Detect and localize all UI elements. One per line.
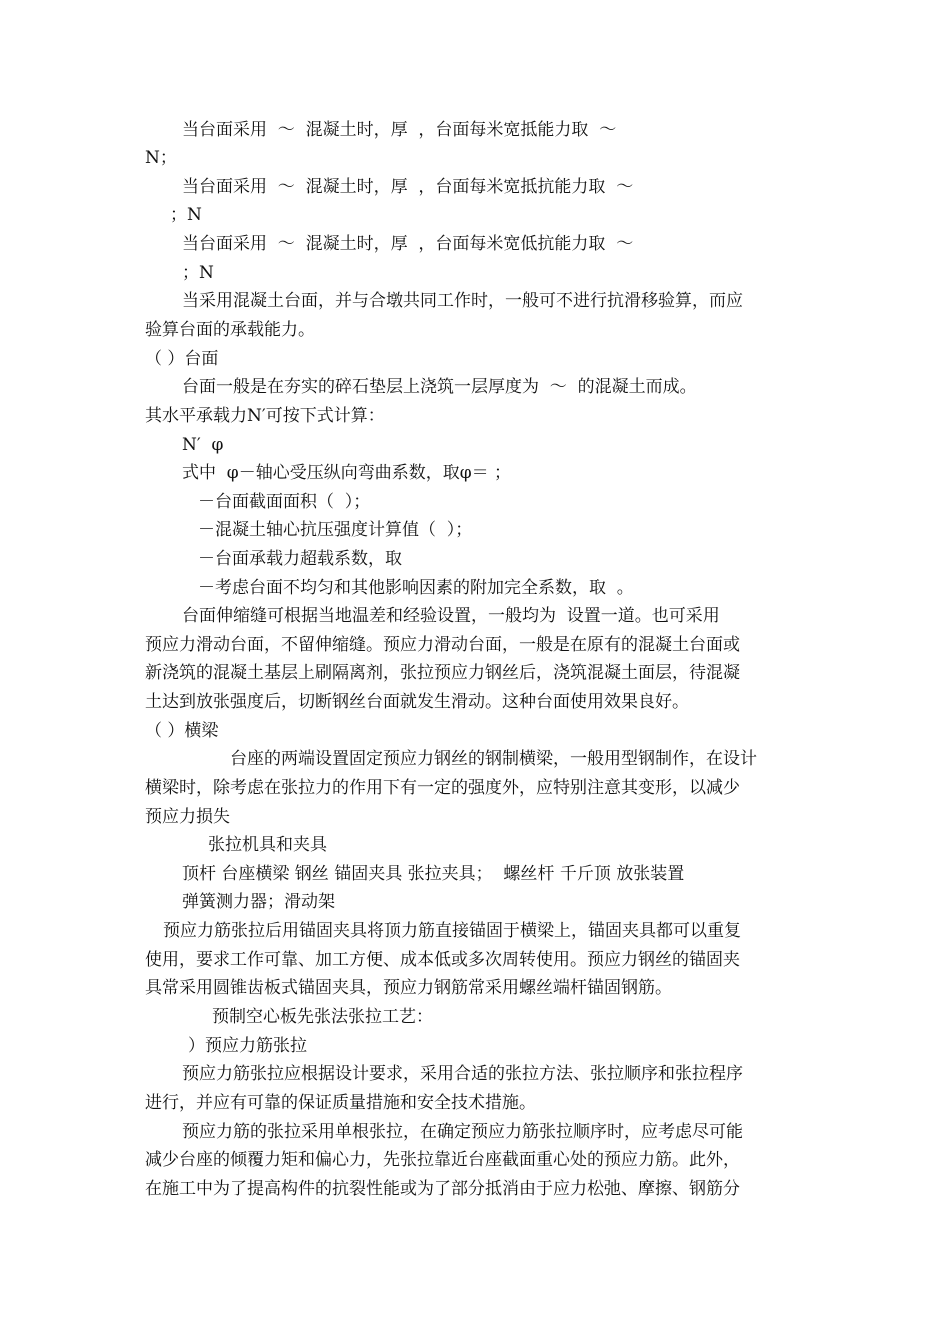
text-line: 当台面采用 ～ 混凝土时，厚 ，台面每米宽抵能力取 ～ [182,120,617,140]
section-heading: （ ）台面 [145,349,219,369]
text-line: 土达到放张强度后，切断钢丝台面就发生滑动。这种台面使用效果良好。 [145,692,689,712]
text-line: 式中 φ－轴心受压纵向弯曲系数，取φ＝ ； [182,463,512,483]
text-line: 当台面采用 ～ 混凝土时，厚 ，台面每米宽低抗能力取 ～ [182,234,634,254]
text-line: 验算台面的承载能力。 [145,320,315,340]
section-heading: ）预应力筋张拉 [188,1036,307,1056]
text-line: 台座的两端设置固定预应力钢丝的钢制横梁，一般用型钢制作，在设计 [230,749,757,769]
text-line: ；N [170,205,202,225]
text-line: ；N [182,263,214,283]
text-line: 当台面采用 ～ 混凝土时，厚 ，台面每米宽抵抗能力取 ～ [182,177,634,197]
text-line: 预应力损失 [145,807,230,827]
text-line: 台面伸缩缝可根据当地温差和经验设置，一般均为 设置一道。也可采用 [182,606,720,626]
formula-line: N′ φ [182,435,224,455]
text-line: 使用，要求工作可靠、加工方便、成本低或多次周转使用。预应力钢丝的锚固夹 [145,950,740,970]
text-line: 当采用混凝土台面，并与合墩共同工作时，一般可不进行抗滑移验算，而应 [182,291,743,311]
text-line: 预应力滑动台面，不留伸缩缝。预应力滑动台面，一般是在原有的混凝土台面或 [145,635,740,655]
text-line: 预应力筋张拉后用锚固夹具将顶力筋直接锚固于横梁上，锚固夹具都可以重复 [163,921,741,941]
text-line: 新浇筑的混凝土基层上刷隔离剂，张拉预应力钢丝后，浇筑混凝土面层，待混凝 [145,663,740,683]
text-line: 横梁时，除考虑在张拉力的作用下有一定的强度外，应特别注意其变形，以减少 [145,778,740,798]
text-line: 弹簧测力器；滑动架 [182,892,335,912]
text-line: 其水平承载力N′可按下式计算： [145,406,385,426]
text-line: 具常采用圆锥齿板式锚固夹具，预应力钢筋常采用螺丝端杆锚固钢筋。 [145,978,672,998]
text-line: 台面一般是在夯实的碎石垫层上浇筑一层厚度为 ～ 的混凝土而成。 [182,377,697,397]
text-line: 预应力筋的张拉采用单根张拉，在确定预应力筋张拉顺序时，应考虑尽可能 [182,1122,743,1142]
text-line: 减少台座的倾覆力矩和偏心力，先张拉靠近台座截面重心处的预应力筋。此外， [145,1150,740,1170]
section-heading: （ ）横梁 [145,721,219,741]
section-heading: 张拉机具和夹具 [208,835,327,855]
text-line: 进行，并应有可靠的保证质量措施和安全技术措施。 [145,1093,536,1113]
text-line: －台面截面面积（ ）； [198,492,371,512]
text-line: N； [145,148,177,168]
text-line: －考虑台面不均匀和其他影响因素的附加完全系数，取 。 [198,578,634,598]
text-line: －台面承载力超载系数，取 [198,549,402,569]
section-heading: 预制空心板先张法张拉工艺： [212,1007,433,1027]
text-line: 预应力筋张拉应根据设计要求，采用合适的张拉方法、张拉顺序和张拉程序 [182,1064,743,1084]
text-line: 顶杆 台座横梁 钢丝 锚固夹具 张拉夹具； 螺丝杆 千斤顶 放张装置 [182,864,685,884]
text-line: －混凝土轴心抗压强度计算值（ ）； [198,520,473,540]
text-line: 在施工中为了提高构件的抗裂性能或为了部分抵消由于应力松弛、摩擦、钢筋分 [145,1179,740,1199]
